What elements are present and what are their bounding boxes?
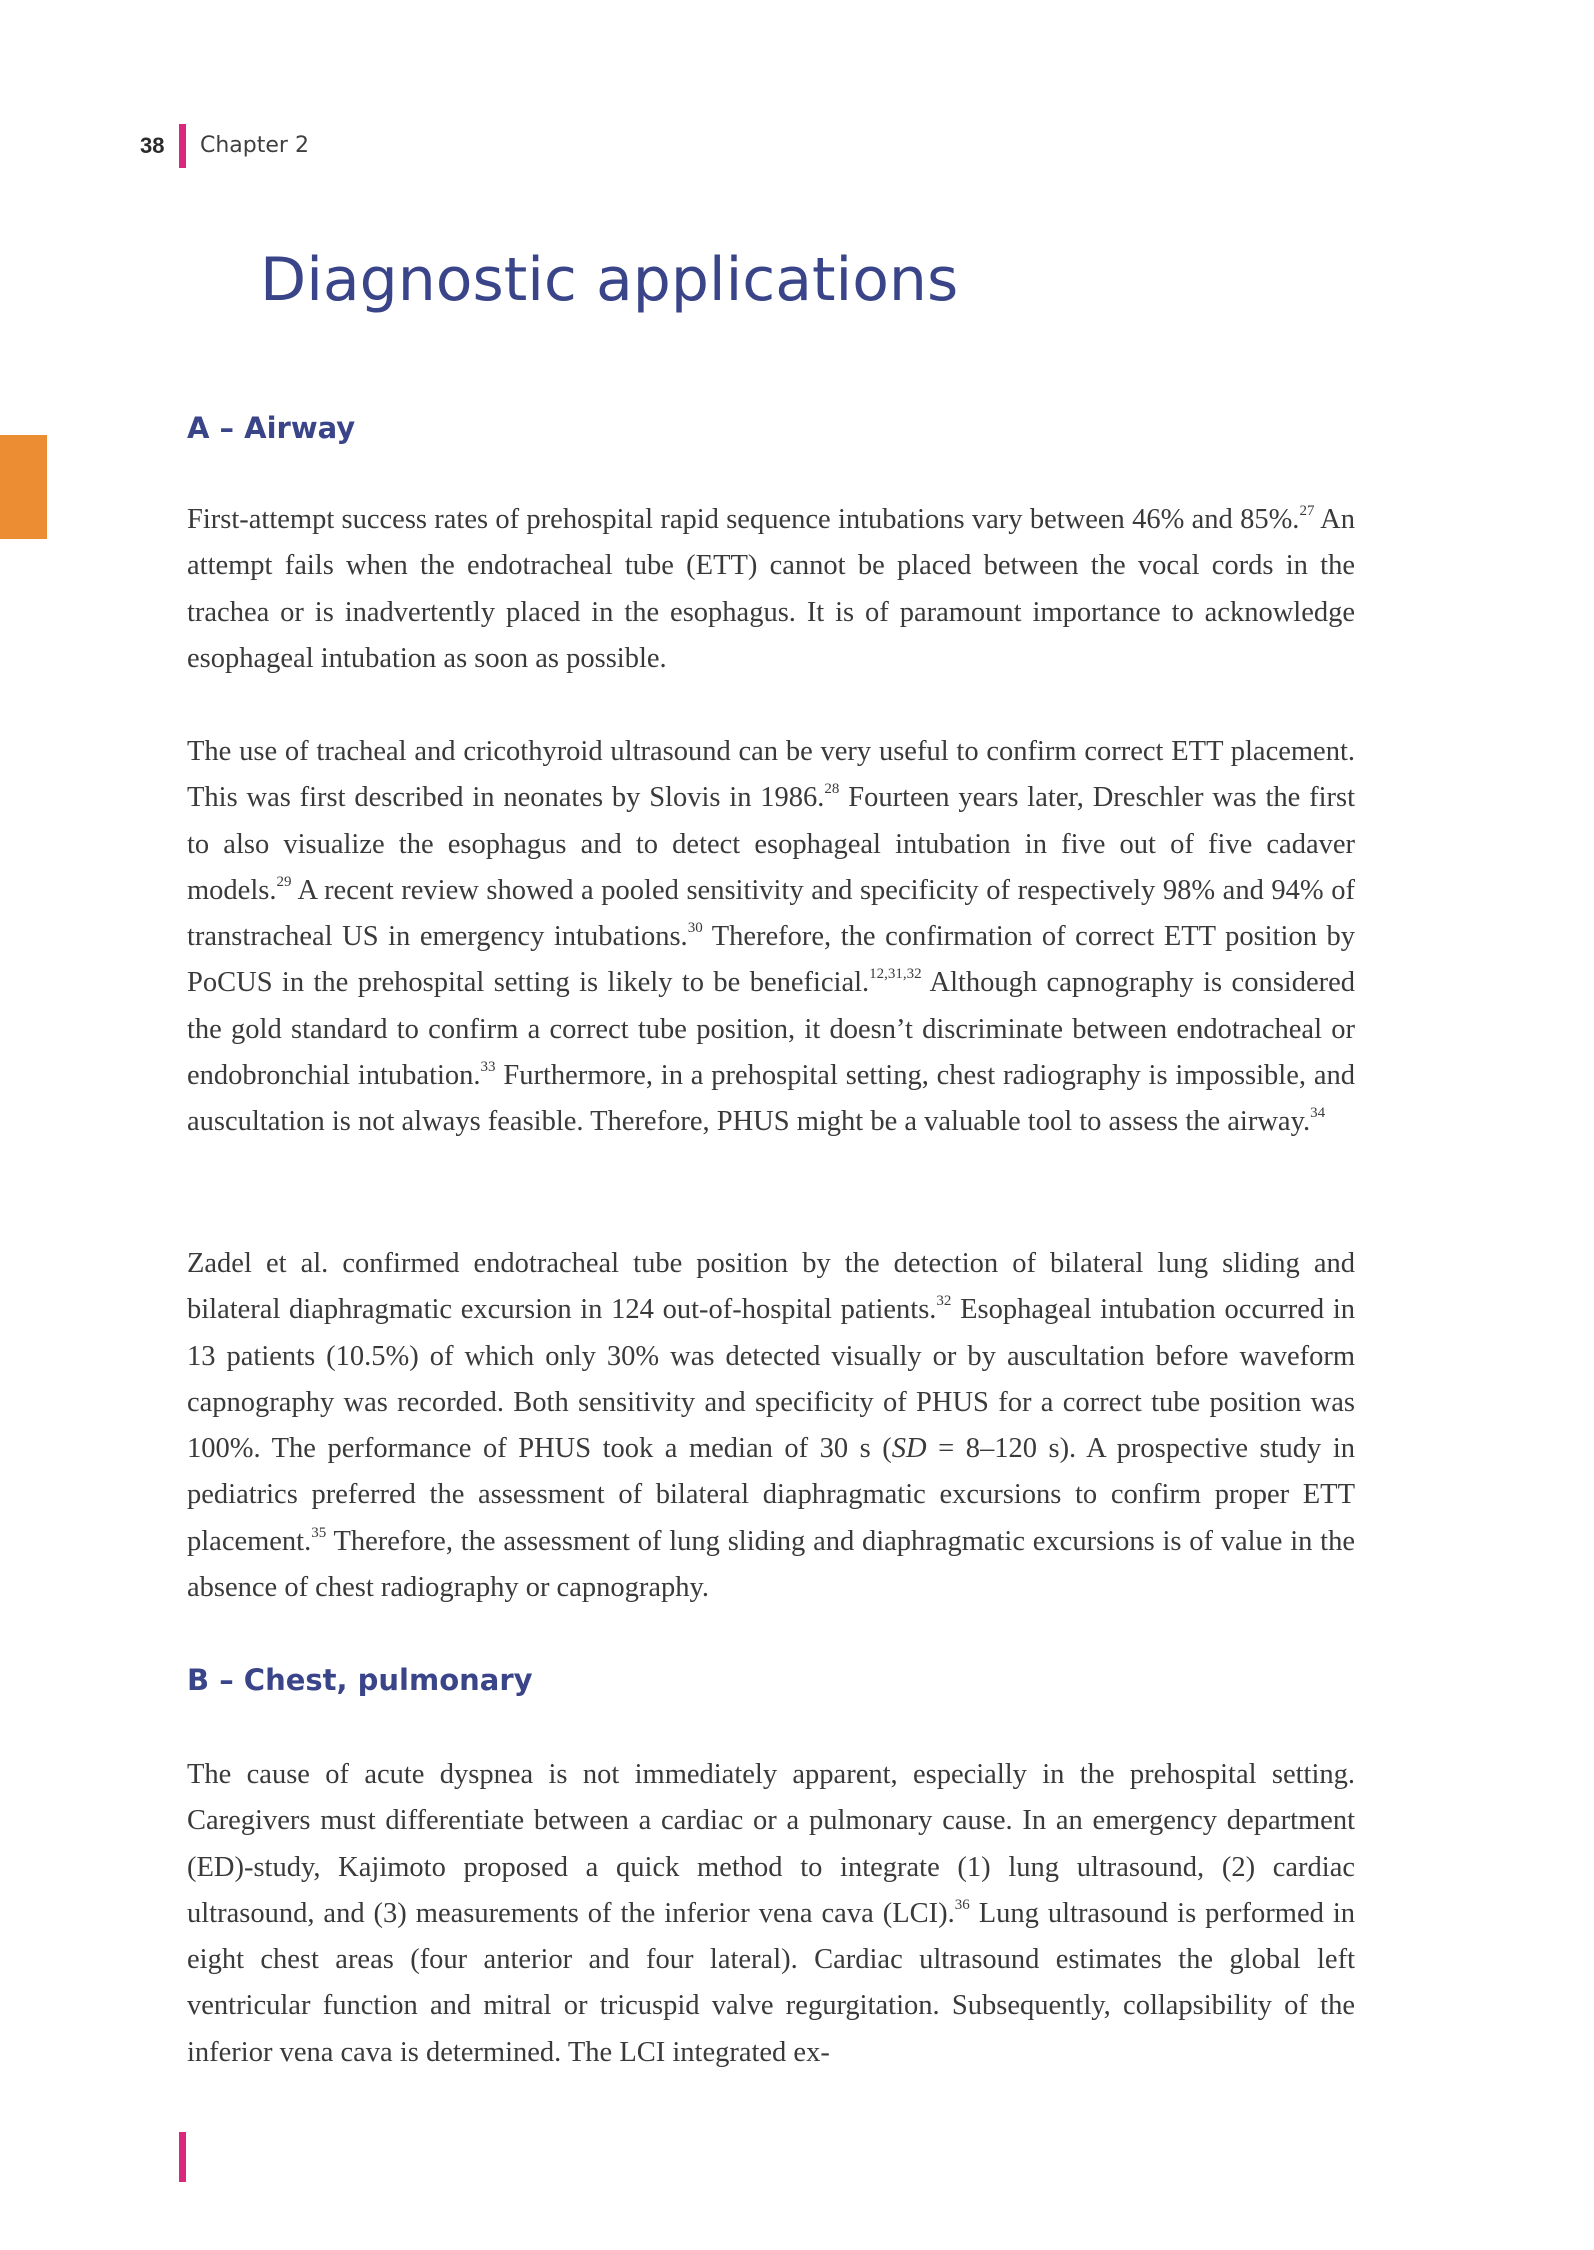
paragraph-text: Therefore, the confirmation of correct ETT position by PoCUS in the prehospital setting is likely to be beneficial. (187, 921, 1355, 999)
paragraph-text: First-attempt success rates of prehospital rapid sequence intubations vary between 46% and 85%. (187, 504, 1300, 535)
section-heading-airway: A – Airway (187, 411, 356, 445)
paragraph (187, 1241, 1355, 1611)
citation-superscript: 30 (687, 920, 703, 937)
citation-superscript: 36 (954, 1896, 970, 1913)
paragraph-text: Furthermore, in a prehospital setting, chest radiography is impossible, and auscultation is not always feasible. Therefore, PHUS might be a valuable tool to assess the airway. (187, 1060, 1355, 1138)
citation-superscript: 28 (824, 781, 840, 798)
citation-superscript: 12,31,32 (869, 966, 922, 983)
paragraph-text: Although capnography is considered the gold standard to confirm a correct tube position, it doesn’t discriminate between endotracheal or endobronchial intubation. (187, 967, 1355, 1092)
citation-superscript: 32 (936, 1293, 952, 1310)
paragraph (187, 497, 1355, 682)
paragraph (187, 729, 1355, 1146)
page-number: 38 (140, 133, 165, 158)
footer-accent-bar (179, 2132, 186, 2182)
paragraph-text: Esophageal intubation occurred in 13 patients (10.5%) of which only 30% was detected visually or by auscultation before waveform capnography was recorded. Both sensitivity and specificity of PHUS for a correct tube position was 100%. The performance of PHUS took a median of 30 s ( (187, 1294, 1355, 1465)
paragraph-text: The use of tracheal and cricothyroid ultrasound can be very useful to confirm correct ETT placement. This was first described in neonates by Slovis in 1986. (187, 736, 1355, 814)
paragraph-text: An attempt fails when the endotracheal tube (ETT) cannot be placed between the vocal cords in the trachea or is inadvertently placed in the esophagus. It is of paramount importance to acknowledge esophageal intubation as soon as possible. (187, 504, 1355, 674)
paragraph (187, 1752, 1355, 2076)
citation-superscript: 34 (1310, 1105, 1326, 1122)
citation-superscript: 33 (480, 1059, 496, 1076)
paragraph-text: Therefore, the assessment of lung sliding and diaphragmatic excursions is of value in the absence of chest radiography or capnography. (187, 1525, 1355, 1604)
paragraph-text: = 8–120 s). A prospective study in pediatrics preferred the assessment of bilateral diaphragmatic excursions to confirm proper ETT placement. (187, 1433, 1355, 1557)
italic-text: SD (891, 1433, 927, 1465)
paragraph-text: Zadel et al. confirmed endotracheal tube position by the detection of bilateral lung sliding and bilateral diaphragmatic excursion in 124 out-of-hospital patients. (187, 1248, 1355, 1326)
header-accent-bar (179, 124, 186, 168)
paragraph-text: Fourteen years later, Dreschler was the first to also visualize the esophagus and to detect esophageal intubation in five out of five cadaver models. (187, 782, 1355, 906)
citation-superscript: 35 (311, 1524, 327, 1541)
citation-superscript: 27 (1299, 503, 1315, 519)
chapter-side-tab (0, 435, 47, 539)
paragraph-text: A recent review showed a pooled sensitivity and specificity of respectively 98% and 94% of transtracheal US in emergency intubations. (187, 874, 1355, 953)
section-heading-chest-pulmonary: B – Chest, pulmonary (187, 1663, 533, 1697)
chapter-label: Chapter 2 (200, 133, 309, 158)
page-title: Diagnostic applications (260, 245, 959, 315)
citation-superscript: 29 (276, 873, 292, 890)
paragraph-text: The cause of acute dyspnea is not immediately apparent, especially in the prehospital setting. Caregivers must differentiate between a cardiac or a pulmonary cause. In an emergency department (ED)-study, Kajimoto proposed a quick method to integrate (1) lung ultrasound, (2) cardiac ultrasound, and (3) measurements of the inferior vena cava (LCI). (187, 1759, 1355, 1929)
paragraph-text: Lung ultrasound is performed in eight chest areas (four anterior and four lateral). Cardiac ultrasound estimates the global left ventricular function and mitral or tricuspid valve regurgitation. Subsequently, collapsibility of the inferior vena cava is determined. The LCI integrated ex- (187, 1897, 1355, 2068)
